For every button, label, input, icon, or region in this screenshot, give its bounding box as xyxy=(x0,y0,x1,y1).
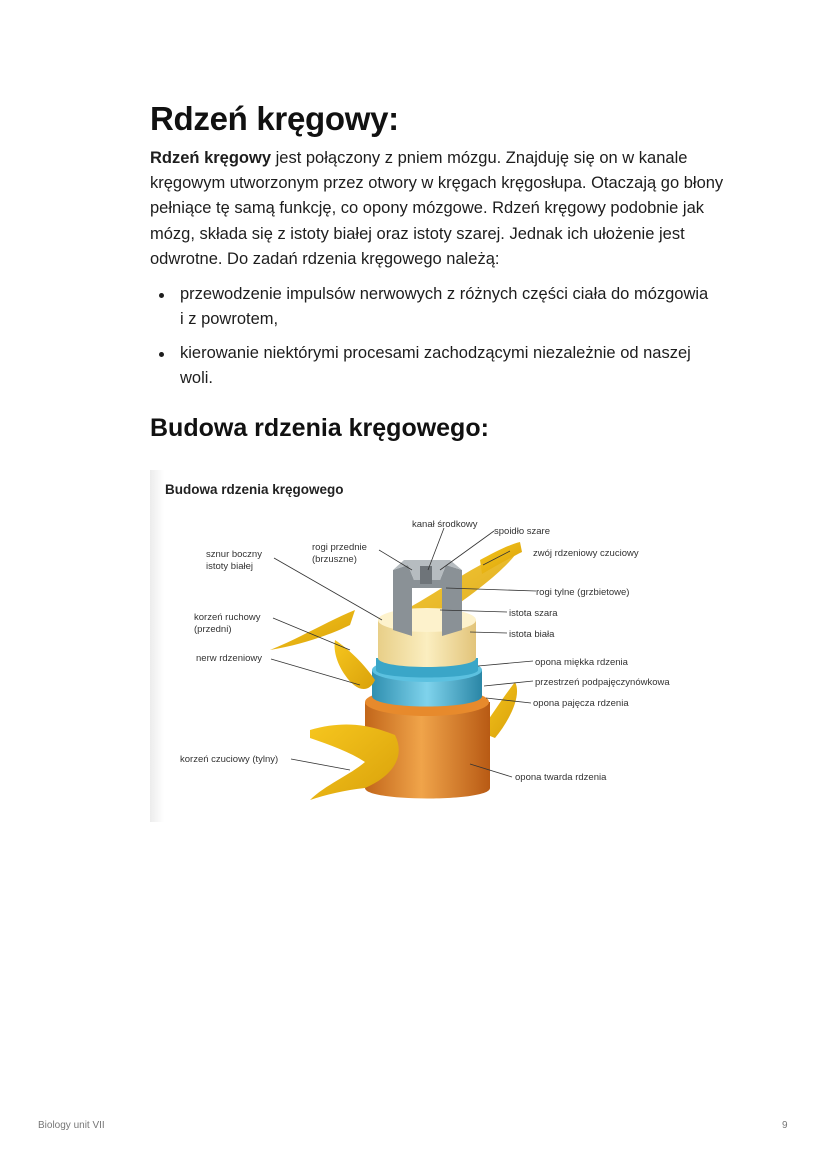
footer-title: Biology unit VII xyxy=(38,1120,105,1131)
bullet-icon xyxy=(159,352,164,357)
tasks-list xyxy=(150,282,710,400)
section-heading: Budowa rdzenia kręgowego: xyxy=(150,414,489,442)
spinal-cord-figure xyxy=(150,470,700,822)
spinal-cord-illustration xyxy=(150,470,700,822)
label-posterior-horns: rogi tylne (grzbietowe) xyxy=(536,587,630,598)
bullet-icon xyxy=(159,293,164,298)
page-number: 9 xyxy=(782,1120,788,1131)
label-grey-matter: istota szara xyxy=(509,608,558,619)
figure-title: Budowa rdzenia kręgowego xyxy=(165,482,344,497)
label-anterior-horns: rogi przednie xyxy=(312,542,367,553)
label-white-matter: istota biała xyxy=(509,629,555,640)
label-lateral-funiculus-2: istoty białej xyxy=(206,561,253,572)
intro-text: jest połączony z pniem mózgu. Znajduję się on w kanale kręgowym utworzonym przez otwory w kręgach kręgosłupa. Otaczają go błony pełniące tę samą funkcję, co opony mózgowe. Rdzeń kręgowy podobnie jak mózg, składa się z istoty białej oraz istoty szarej. Jednak ich ułożenie jest odwrotne. Do zadań rdzenia kręgowego należą: xyxy=(150,149,724,268)
list-item: kierowanie niektórymi procesami zachodzącymi niezależnie od naszej woli. xyxy=(150,341,710,391)
label-anterior-horns-2: (brzuszne) xyxy=(312,554,357,565)
label-subarachnoid: przestrzeń podpajęczynówkowa xyxy=(535,677,670,688)
label-ganglion: zwój rdzeniowy czuciowy xyxy=(533,548,639,559)
label-spinal-nerve: nerw rdzeniowy xyxy=(196,653,262,664)
intro-paragraph xyxy=(150,146,735,272)
central-canal xyxy=(420,566,432,584)
label-central-canal: kanał środkowy xyxy=(412,519,478,530)
label-grey-commissure: spoidło szare xyxy=(494,526,550,537)
label-motor-root-2: (przedni) xyxy=(194,624,232,635)
label-pia: opona miękka rdzenia xyxy=(535,657,628,668)
label-lateral-funiculus: sznur boczny xyxy=(206,549,262,560)
label-dura: opona twarda rdzenia xyxy=(515,772,607,783)
upper-nerve-left xyxy=(270,610,355,650)
motor-root-nerve xyxy=(335,640,375,689)
label-motor-root: korzeń ruchowy xyxy=(194,612,261,623)
intro-bold-term: Rdzeń kręgowy xyxy=(150,149,272,167)
label-sensory-root: korzeń czuciowy (tylny) xyxy=(180,754,279,765)
list-item: przewodzenie impulsów nerwowych z różnych części ciała do mózgowia i z powrotem, xyxy=(150,282,710,332)
label-arachnoid: opona pajęcza rdzenia xyxy=(533,698,629,709)
page-title: Rdzeń kręgowy: xyxy=(150,100,399,137)
